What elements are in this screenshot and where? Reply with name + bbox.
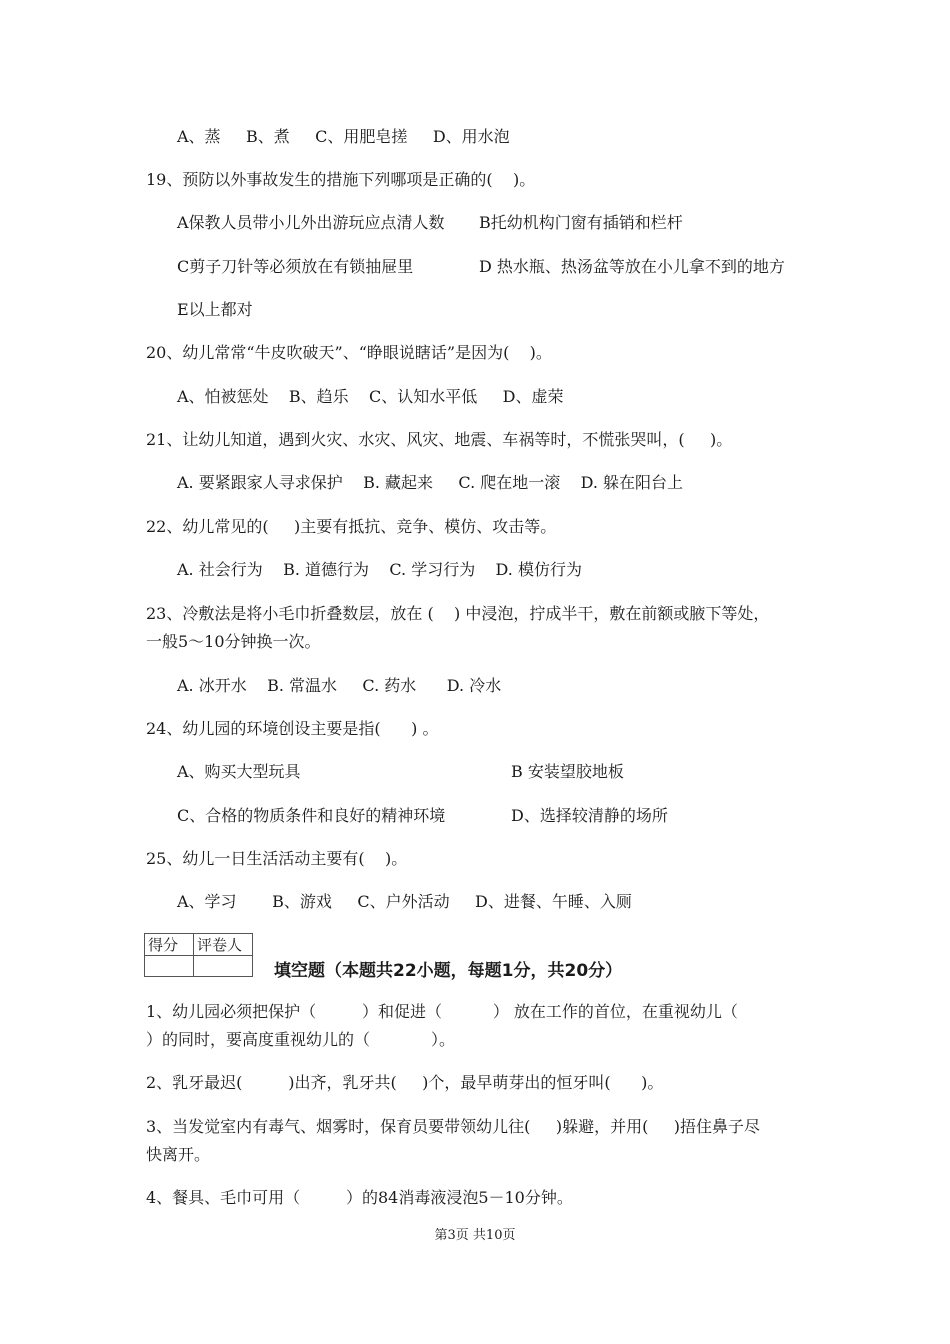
- question-19-option-e: E以上都对: [177, 300, 253, 319]
- grader-cell: [194, 956, 253, 977]
- grader-header: 评卷人: [194, 934, 253, 956]
- question-24-stem: 24、幼儿园的环境创设主要是指( ) 。: [146, 719, 439, 738]
- page-footer: 第3页 共10页: [434, 1228, 516, 1243]
- question-25-stem: 25、幼儿一日生活活动主要有( )。: [146, 849, 408, 868]
- section-title: 填空题（本题共22小题，每题1分，共20分）: [274, 961, 623, 981]
- question-19-option-c: C剪子刀针等必须放在有锁抽屉里: [177, 257, 414, 276]
- question-24-option-c: C、合格的物质条件和良好的精神环境: [177, 806, 446, 825]
- question-19-option-d: D 热水瓶、热汤盆等放在小儿拿不到的地方: [479, 257, 785, 276]
- question-23-options: A. 冰开水 B. 常温水 C. 药水 D. 冷水: [177, 676, 502, 695]
- fill-question-2: 2、乳牙最迟( )出齐，乳牙共( )个，最早萌芽出的恒牙叫( )。: [146, 1073, 664, 1092]
- question-22-stem: 22、幼儿常见的( )主要有抵抗、竞争、模仿、攻击等。: [146, 517, 557, 536]
- question-20-stem: 20、幼儿常常“牛皮吹破天”、“睁眼说瞎话”是因为( )。: [146, 343, 552, 362]
- question-22-options: A. 社会行为 B. 道德行为 C. 学习行为 D. 模仿行为: [177, 560, 582, 579]
- score-cell: [145, 956, 194, 977]
- fill-question-3-line1: 3、当发觉室内有毒气、烟雾时，保育员要带领幼儿往( )躲避，并用( )捂住鼻子尽: [146, 1117, 761, 1136]
- question-19-stem: 19、预防以外事故发生的措施下列哪项是正确的( )。: [146, 170, 536, 189]
- question-18-options: A、蒸 B、煮 C、用肥皂搓 D、用水泡: [177, 127, 510, 146]
- question-25-options: A、学习 B、游戏 C、户外活动 D、进餐、午睡、入厕: [177, 892, 632, 911]
- score-header: 得分: [145, 934, 194, 956]
- question-21-stem: 21、让幼儿知道，遇到火灾、水灾、风灾、地震、车祸等时，不慌张哭叫，( )。: [146, 430, 733, 449]
- question-19-option-a: A保教人员带小儿外出游玩应点清人数: [177, 213, 445, 232]
- question-24-option-d: D、选择较清静的场所: [511, 806, 668, 825]
- fill-question-3-line2: 快离开。: [146, 1145, 211, 1164]
- question-20-options: A、怕被惩处 B、趋乐 C、认知水平低 D、虚荣: [177, 387, 564, 406]
- fill-question-4: 4、餐具、毛巾可用（ ）的84消毒液浸泡5－10分钟。: [146, 1188, 573, 1207]
- fill-question-1-line1: 1、幼儿园必须把保护（ ）和促进（ ） 放在工作的首位，在重视幼儿（: [146, 1002, 738, 1021]
- question-21-options: A. 要紧跟家人寻求保护 B. 藏起来 C. 爬在地一滚 D. 躲在阳台上: [177, 473, 684, 492]
- fill-question-1-line2: ）的同时，要高度重视幼儿的（ ）。: [146, 1030, 456, 1049]
- question-23-stem-line1: 23、冷敷法是将小毛巾折叠数层，放在 ( ) 中浸泡，拧成半干，敷在前额或腋下等处，: [146, 604, 770, 623]
- question-23-stem-line2: 一般5～10分钟换一次。: [146, 632, 321, 651]
- question-19-option-b: B托幼机构门窗有插销和栏杆: [479, 213, 683, 232]
- question-24-option-b: B 安装望胶地板: [511, 762, 624, 781]
- question-24-option-a: A、购买大型玩具: [177, 762, 301, 781]
- score-box: [144, 933, 253, 977]
